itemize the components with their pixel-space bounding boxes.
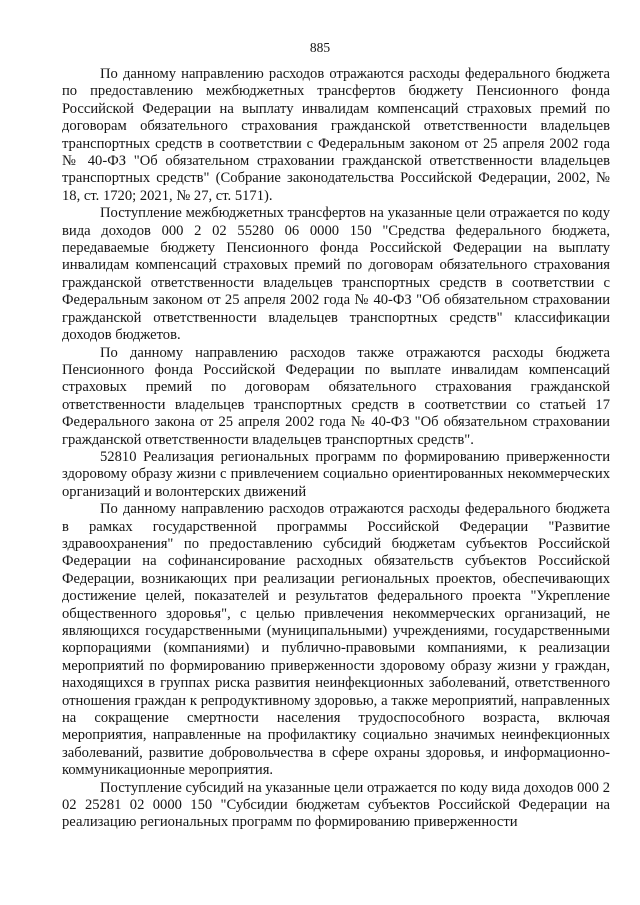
paragraph-2: Поступление межбюджетных трансфертов на указанные цели отражается по коду вида доходов 000 2 02 55280 06 0000 150 "Средства федерального бюджета, передаваемые бюджету Пенсионного фонда Российской Федерации на выплату инвалидам компенсаций страховых премий по договорам обязательного страхования гражданской ответственности владельцев транспортных средств в соответствии с Федеральным законом от 25 апреля 2002 года № 40-ФЗ "Об обязательном страховании гражданской ответственности владельцев транспортных средств" классификации доходов бюджетов. [62,205,610,344]
section-heading-52810: 52810 Реализация региональных программ по формированию приверженности здоровому образу жизни с привлечением социально ориентированных некоммерческих организаций и волонтерских движений [62,448,610,500]
paragraph-3: По данному направлению расходов также отражаются расходы бюджета Пенсионного фонда Российской Федерации по выплате инвалидам компенсаций страховых премий по договорам обязательного страхования гражданской ответственности владельцев транспортных средств в соответствии со статьей 17 Федерального закона от 25 апреля 2002 года № 40-ФЗ "Об обязательном страховании гражданской ответственности владельцев транспортных средств". [62,344,610,448]
paragraph-1: По данному направлению расходов отражаются расходы федерального бюджета по предоставлению межбюджетных трансфертов бюджету Пенсионного фонда Российской Федерации на выплату инвалидам компенсаций страховых премий по договорам обязательного страхования гражданской ответственности владельцев транспортных средств в соответствии с Федеральным законом от 25 апреля 2002 года № 40-ФЗ "Об обязательном страховании гражданской ответственности владельцев транспортных средств" (Собрание законодательства Российской Федерации, 2002, № 18, ст. 1720; 2021, № 27, ст. 5171). [62,66,610,204]
paragraph-5: По данному направлению расходов отражаются расходы федерального бюджета в рамках государственной программы Российской Федерации "Развитие здравоохранения" по предоставлению субсидий бюджетам субъектов Российской Федерации на софинансирование расходных обязательств субъектов Российской Федерации, возникающих при реализации региональных проектов, обеспечивающих достижение целей, показателей и результатов федерального проекта "Укрепление общественного здоровья", с целью привлечения некоммерческих организаций, не являющихся государственными (муниципальными) учреждениями, государственными корпорациями (компаниями) и публично-правовыми компаниями, к реализации мероприятий по формированию приверженности здоровому образу жизни у граждан, находящихся в группах риска развития неинфекционных заболеваний, ответственного отношения граждан к репродуктивному здоровью, а также мероприятий, направленных на сокращение смертности населения трудоспособного возраста, включая мероприятия, направленные на профилактику социально значимых неинфекционных заболеваний, развитие добровольчества в сфере охраны здоровья, и информационно-коммуникационные мероприятия. [62,501,610,779]
document-body [62,66,610,832]
paragraph-6: Поступление субсидий на указанные цели отражается по коду вида доходов 000 2 02 25281 02 0000 150 "Субсидии бюджетам субъектов Российской Федерации на реализацию региональных программ по формированию приверженности [62,779,610,831]
page-number: 885 [309,40,331,55]
